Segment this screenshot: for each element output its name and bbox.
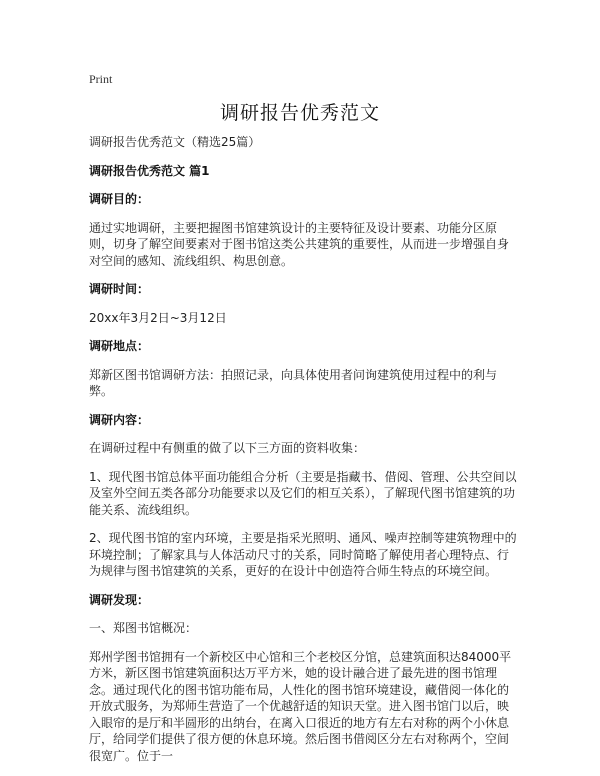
- article-heading: 调研报告优秀范文 篇1: [89, 163, 210, 178]
- place-paragraph: 郑新区图书馆调研方法：拍照记录，向具体使用者问询建筑使用过程中的利与弊。: [89, 367, 498, 398]
- place-heading: 调研地点：: [89, 339, 150, 353]
- purpose-heading: 调研目的：: [89, 192, 150, 206]
- document-body: [89, 134, 519, 776]
- document-title: 调研报告优秀范文: [219, 102, 380, 124]
- print-label: Print: [89, 72, 113, 86]
- findings-heading: 调研发现：: [89, 592, 150, 607]
- findings-subheading: 一、郑图书馆概况：: [89, 621, 198, 635]
- purpose-paragraph: 通过实地调研，主要把握图书馆建筑设计的主要特征及设计要素、功能分区原则，切身了解空间要素对于图书馆这类公共建筑的重要性，从而进一步增强自身对空间的感知、流线组织、构思创意。: [89, 220, 510, 268]
- content-intro-paragraph: 在调研过程中有侧重的做了以下三方面的资料收集：: [89, 441, 366, 455]
- time-paragraph: 20xx年3月2日~3月12日: [89, 310, 227, 325]
- findings-paragraph: 郑州学图书馆拥有一个新校区中心馆和三个老校区分馆，总建筑面积达84000平方米，新区图书馆建筑面积达万平方米，她的设计融合进了最先进的图书馆理念。通过现代化的图书馆功能布局，人性化的图书馆环境建设，藏借阅一体化的开放式服务，为郑师生营造了一个优越舒适的知识天堂。进入图书馆门以后，映入眼帘的是厅和半圆形的出纳台，在离入口很近的地方有左右对称的两个小休息厅，给同学们提供了很方便的休息环境。然后图书借阅区分左右对称两个，空间很宽广。位于一: [89, 649, 512, 763]
- content-heading: 调研内容：: [89, 412, 150, 427]
- document-subtitle: 调研报告优秀范文（精选25篇）: [89, 135, 261, 149]
- time-heading: 调研时间：: [89, 282, 150, 296]
- content-item-1: 1、现代图书馆总体平面功能组合分析（主要是指藏书、借阅、管理、公共空间以及室外空间五类各部分功能要求以及它们的相互关系），了解现代图书馆建筑的功能关系、流线组织。: [89, 469, 517, 517]
- content-item-2: 2、现代图书馆的室内环境，主要是指采光照明、通风、噪声控制等建筑物理中的环境控制；了解家具与人体活动尺寸的关系，同时简略了解使用者心理特点、行为规律与图书馆建筑的关系，更好的在设计中创造符合师生特点的环境空间。: [89, 531, 517, 578]
